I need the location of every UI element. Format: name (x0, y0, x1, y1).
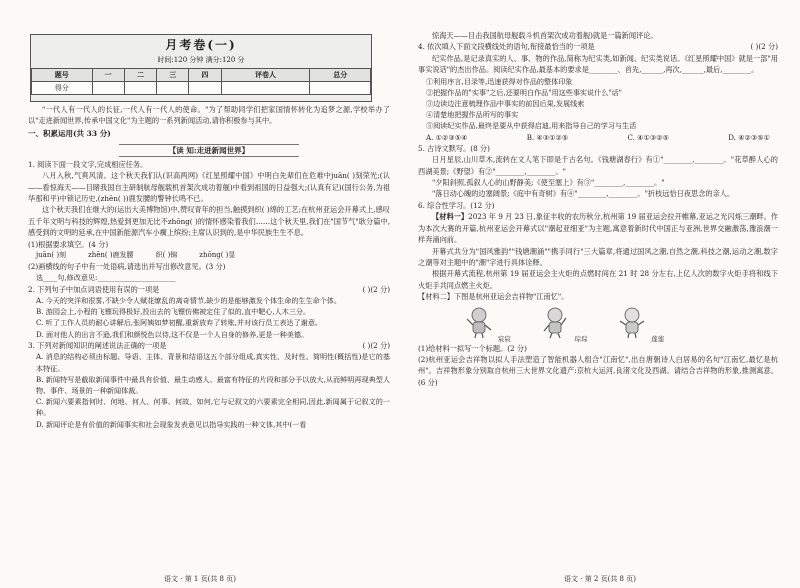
score-cell[interactable] (124, 82, 156, 95)
task-2: (2)杭州亚运会吉祥物以拟人手法塑造了智能机器人组合"江南忆",出自唐朝诗人白居易的名句"江南忆,最忆是杭州"。吉祥物形象分别取自杭州三大世界文化遗产:京杭大运河,良渚文化及西湖。请结合吉祥物的形象,推测寓意。(6 分) (418, 354, 778, 387)
poetry-text[interactable]: "落日动心魄的边塞阔景;《庭中有奇树》有④"________,________。"折枝远恰日夜思念的亲人。 (432, 189, 735, 199)
material-1-text: 开幕式共分为"国风雅韵""钱塘潮涌""携手同行"三大篇章,将通过国风之潮,自然之潮,科技之潮,运动之潮,数字之潮等对主题中的"潮"字进行具体诠释。 (418, 246, 778, 267)
numbered-item: ①利用序言,目录等,迅速获得对作品的整体印象 (426, 76, 573, 86)
mascot-robot-icon (538, 305, 572, 339)
exam-meta: 时间:120 分钟 满分:120 分 (157, 56, 245, 64)
option-item[interactable]: C. ④①③②⑤ (627, 132, 669, 142)
question-5: 5. 古诗文默写。(8 分) (418, 143, 490, 153)
mascot-name: 琮琮 (574, 334, 588, 343)
page-footer: 语文 · 第 1 页(共 8 页) (164, 575, 236, 583)
question-4: 4. 依次填入下面文段横线处的语句,衔接最恰当的一项是 ( )(2 分) (418, 42, 778, 52)
pinyin-blank[interactable]: 织( )锦 (155, 251, 178, 260)
pinyin-blank[interactable]: zhēn( )鹿发腰 (88, 251, 134, 260)
mascot-robot-icon (462, 305, 496, 339)
continued-text: 惊海天——目击我国航母舰载斗机首架次成功着舰)就是一篇新闻评论。 (432, 31, 658, 40)
question-1: 1. 阅读下面一段文字,完成相应任务。 (28, 159, 148, 169)
numbered-item: ②把握作品的"实事"之后,还要明白作品"用这些事实说什么"话" (426, 87, 622, 97)
score-header: 总分 (310, 69, 371, 82)
score-header: 三 (157, 69, 189, 82)
q4-passage: 纪实作品,是记录真实的人、事、物的作品,简称为纪实类,如新闻、纪实类说话。《红星照耀中国》就是一部"用事实说话"的杰出作品。阅读纪实作品,最基本的要求是________、首先,______,再次,______,最后,________。 (418, 53, 778, 75)
numbered-item: ⑤阅读纪实作品,最终是要从中获得启迪,用来指导自己的学习与生活 (426, 121, 637, 131)
question-3: 3. 下列对新闻知识的阐述说法正确的一项是 ( )(2 分) (28, 340, 390, 350)
material-2: 【材料二】下图是杭州亚运会吉祥物"江南忆"。 (418, 292, 569, 302)
question-2: 2. 下列句子中加点词语使用有误的一项是 ( )(2 分) (28, 284, 390, 294)
question-6: 6. 综合性学习。(12 分) (418, 200, 495, 210)
left-column (28, 104, 390, 430)
score-header: 评卷人 (221, 69, 310, 82)
option-item[interactable]: C. 听了工作人员的耐心讲解后,张阿姨如梦初醒,重新放弃了转账,并对该行员工表达了谢意。 (36, 318, 323, 328)
score-cell[interactable] (310, 82, 371, 95)
numbered-item: ④清楚地把握作品所写的事实 (426, 110, 519, 120)
answer-line[interactable]: 选____句,修改意见:______________________ (36, 273, 176, 283)
answer-slot[interactable]: ( )(2 分) (362, 340, 390, 350)
task-2: (2)画横线的句子中有一处语病,请选出并写出修改意见。(3 分) (28, 262, 226, 272)
poetry-text[interactable]: 日月星辰,山川草木,流转在文人笔下即是千古名句。《钱塘湖春行》有①"________,________。"花草醉人心的西湖美景;《野望》有②"________,________。" (418, 155, 778, 176)
answer-slot[interactable]: ( )(2 分) (750, 42, 778, 52)
mascot (615, 305, 665, 343)
option-item[interactable]: B. 新闻特写是截取新闻事件中最具有价值、最生动感人、最富有特征的片段和部分予以放大,从而鲜明再现典型人物、事件、场景的一种新闻体裁。 (36, 374, 390, 395)
score-cell[interactable] (221, 82, 310, 95)
mascot-name: 宸宸 (497, 334, 511, 343)
task-1: (1)根据要求填空。(4 分) (28, 239, 109, 249)
pinyin-blank[interactable]: juān( )刻 (36, 251, 67, 260)
q4-options (418, 132, 778, 143)
score-header: 二 (124, 69, 156, 82)
material-1-text: 根据开幕式流程,杭州第 19 届亚运会主火炬的点燃时间在 21 时 28 分左右,上亿人次的数字火炬手将和线下火炬手共同点燃主火炬。 (418, 269, 778, 290)
score-header: 题号 (32, 69, 93, 82)
mascot (538, 305, 588, 343)
option-item[interactable]: A. 今天的突洋和很雾,不缺少令人赋花缭乱的离奇情节,缺少的是能够激发个体生命的生生命个体。 (36, 296, 341, 306)
pinyin-row (28, 250, 390, 261)
passage-paragraph: 八月入秋,气爽风清。这个秋天我们认(识高两网)《红星照耀中国》中明白先辈们在危难中juān( )刻荣光;(认——看惊海天——目睹我国自主研制航母舰载机首架次成功着舰)中看到祖国的日益强大;(认真有记)(国行公务,为祖华那和平)中锁记历史,(zhēn( ))鹿发腰的警钟长鸣不已。 (28, 171, 390, 204)
pinyin-blank[interactable]: zhōng( )显 (199, 251, 236, 260)
material-1: 【材料一】2023 年 9 月 23 日,象征丰收的农历秋分,杭州第 19 届亚运会拉开帷幕,亚运之光闪烁三潮畔。作为本次大赛的开篇,杭州亚运会开幕式以"潮起亚细亚"为主题,寓意着新时代中国正与亚洲,世界交融激荡,豫浪潮一样奔涌向前。 (418, 212, 778, 245)
option-item[interactable]: A. 消息的结构必须由标题、导语、主体、背景和结语这五个部分组成,真实性、及时性、简明性(概括性)是它的基本特征。 (36, 352, 390, 373)
option-item[interactable]: D. ④②③⑤① (728, 132, 770, 142)
exam-title: 月考卷(一) (165, 38, 237, 52)
answer-slot[interactable]: ( )(2 分) (362, 284, 390, 294)
score-table (31, 68, 371, 95)
task-1: (1)给材料一拟写一个标题。(2 分) (418, 343, 527, 353)
option-item[interactable]: D. 新闻评论是有价值的新闻事实和社会现象发表意见以指导实践的一种文体,其中(一看 (36, 419, 307, 429)
score-row-label: 得分 (32, 82, 93, 95)
option-item[interactable]: C. 新闻六要素指何时、何地、何人、何事、何故、如何,它与记叙文的六要素完全相同,因此,新闻属于记叙文的一种。 (36, 397, 390, 418)
score-cell[interactable] (189, 82, 221, 95)
intro-paragraph: "一代人有一代人的长征,一代人有一代人的使命。"为了帮助同学们把家国情怀转化为追梦之源,学校举办了以"走进新闻世界,传承中国文化"为主题的一系列新闻活动,请你积极参与其中。 (28, 105, 390, 126)
theme-band: 【读 知:走进新闻世界】 (119, 144, 299, 157)
option-item[interactable]: A. ①②③⑤④ (426, 132, 468, 142)
score-cell[interactable] (92, 82, 124, 95)
option-item[interactable]: B. ④③①②⑤ (526, 132, 569, 142)
score-header: 四 (189, 69, 221, 82)
numbered-item: ③边读边注意梳理作品中事实的前因后果,发展线索 (426, 99, 585, 109)
right-page (400, 0, 800, 588)
mascot-figures (448, 305, 678, 343)
option-item[interactable]: D. 面对他人的出言不逊,我们和颜悦色以待,这不仅是一个人自身的修养,更是一种美德。 (36, 329, 309, 339)
poetry-text[interactable]: "夕阳斜照,孤叙人心的山野静美;《使至塞上》有③"________,________。" (432, 178, 665, 188)
page-footer: 语文 · 第 2 页(共 8 页) (564, 575, 636, 583)
mascot-robot-icon (615, 305, 649, 339)
mascot (461, 305, 511, 343)
passage-paragraph: 这个秋天我们在继大的(运出大美博物馆)中,赞叹青年的担当,触摸到织( )绵的工艺;在杭州亚运会开幕式上,感叹五千年文明与科技的辉煌,热爱到更加无比不zhōng( )的情怀感染着我们……这个秋天里,我们在"国节气"耿分篇中,感受到的文明的延承,在中国新能源汽车小瘸上缤纷;主席认识到的,是中华民族生生不息。 (28, 205, 390, 238)
exam-header-box (30, 34, 372, 102)
score-cell[interactable] (157, 82, 189, 95)
section-heading: 一、积累运用(共 33 分) (28, 128, 111, 138)
right-column (418, 30, 778, 388)
option-item[interactable]: B. 游园会上,小程的飞镖玩得极好,投出去的飞镖仿佛被定住了似的,直中靶心,人木三分。 (36, 307, 311, 317)
score-header: 一 (92, 69, 124, 82)
mascot-name: 莲莲 (651, 334, 665, 343)
